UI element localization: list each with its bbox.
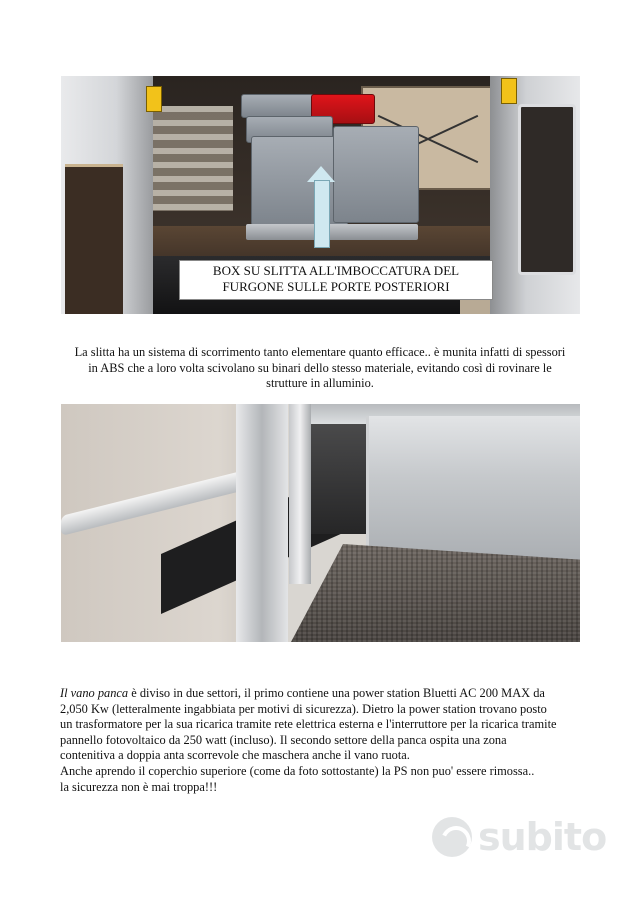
up-arrow-shaft bbox=[314, 180, 330, 248]
paragraph-line: un trasformatore per la sua ricarica tramite rete elettrica esterna e l'interruttore per la ricarica tramite bbox=[60, 717, 557, 732]
paragraph-line: La slitta ha un sistema di scorrimento tanto elementare quanto efficace.. è munita infatti di spessori bbox=[74, 345, 566, 359]
photo-caption bbox=[179, 260, 493, 300]
door-frame-inner bbox=[289, 404, 311, 584]
paragraph-line: in ABS che a loro volta scivolano su binari dello stesso materiale, evitando così di rovinare le bbox=[88, 360, 552, 375]
paragraph-line: la sicurezza non è mai troppa!!! bbox=[60, 779, 218, 794]
tool-shelf bbox=[153, 106, 233, 211]
sled-description bbox=[60, 345, 580, 392]
carpet bbox=[291, 544, 580, 642]
paragraph-line: contenitiva a doppia anta scorrevole che maschera anche il vano ruota. bbox=[60, 748, 410, 763]
right-rear-door bbox=[490, 76, 580, 314]
watermark-text: subito bbox=[478, 815, 607, 859]
aluminium-bench bbox=[366, 416, 580, 566]
paragraph-line: Anche aprendo il coperchio superiore (come da foto sottostante) la PS non puo' essere rimossa.. bbox=[60, 763, 535, 778]
subito-logo-icon bbox=[432, 817, 472, 857]
paragraph-line-rest: è diviso in due settori, il primo contiene una power station Bluetti AC 200 MAX da bbox=[128, 686, 545, 700]
paragraph-line: 2,050 Kw (letteralmente ingabbiata per motivi di sicurezza). Dietro la power station trovano posto bbox=[60, 701, 547, 716]
van-rear-photo bbox=[61, 76, 580, 314]
caption-line-2: FURGONE SULLE PORTE POSTERIORI bbox=[222, 279, 450, 294]
door-frame bbox=[236, 404, 288, 642]
subito-watermark bbox=[432, 813, 612, 861]
yellow-clamp bbox=[146, 86, 162, 112]
caption-line-1: BOX SU SLITTA ALL'IMBOCCATURA DEL bbox=[212, 263, 460, 278]
intro-italic: Il vano panca bbox=[60, 686, 129, 700]
paragraph-line: strutture in alluminio. bbox=[266, 376, 374, 390]
sliding-sled bbox=[246, 224, 418, 240]
crate bbox=[241, 94, 315, 118]
yellow-clamp bbox=[501, 78, 517, 104]
inner-gap bbox=[311, 424, 366, 534]
bench-photo bbox=[61, 404, 580, 642]
bench-description bbox=[60, 686, 595, 795]
left-rear-door bbox=[61, 76, 153, 314]
paragraph-line: pannello fotovoltaico da 250 watt (incluso). Il secondo settore della panca ospita una zona bbox=[60, 732, 507, 747]
paragraph-line bbox=[60, 686, 595, 702]
crate bbox=[333, 126, 419, 223]
